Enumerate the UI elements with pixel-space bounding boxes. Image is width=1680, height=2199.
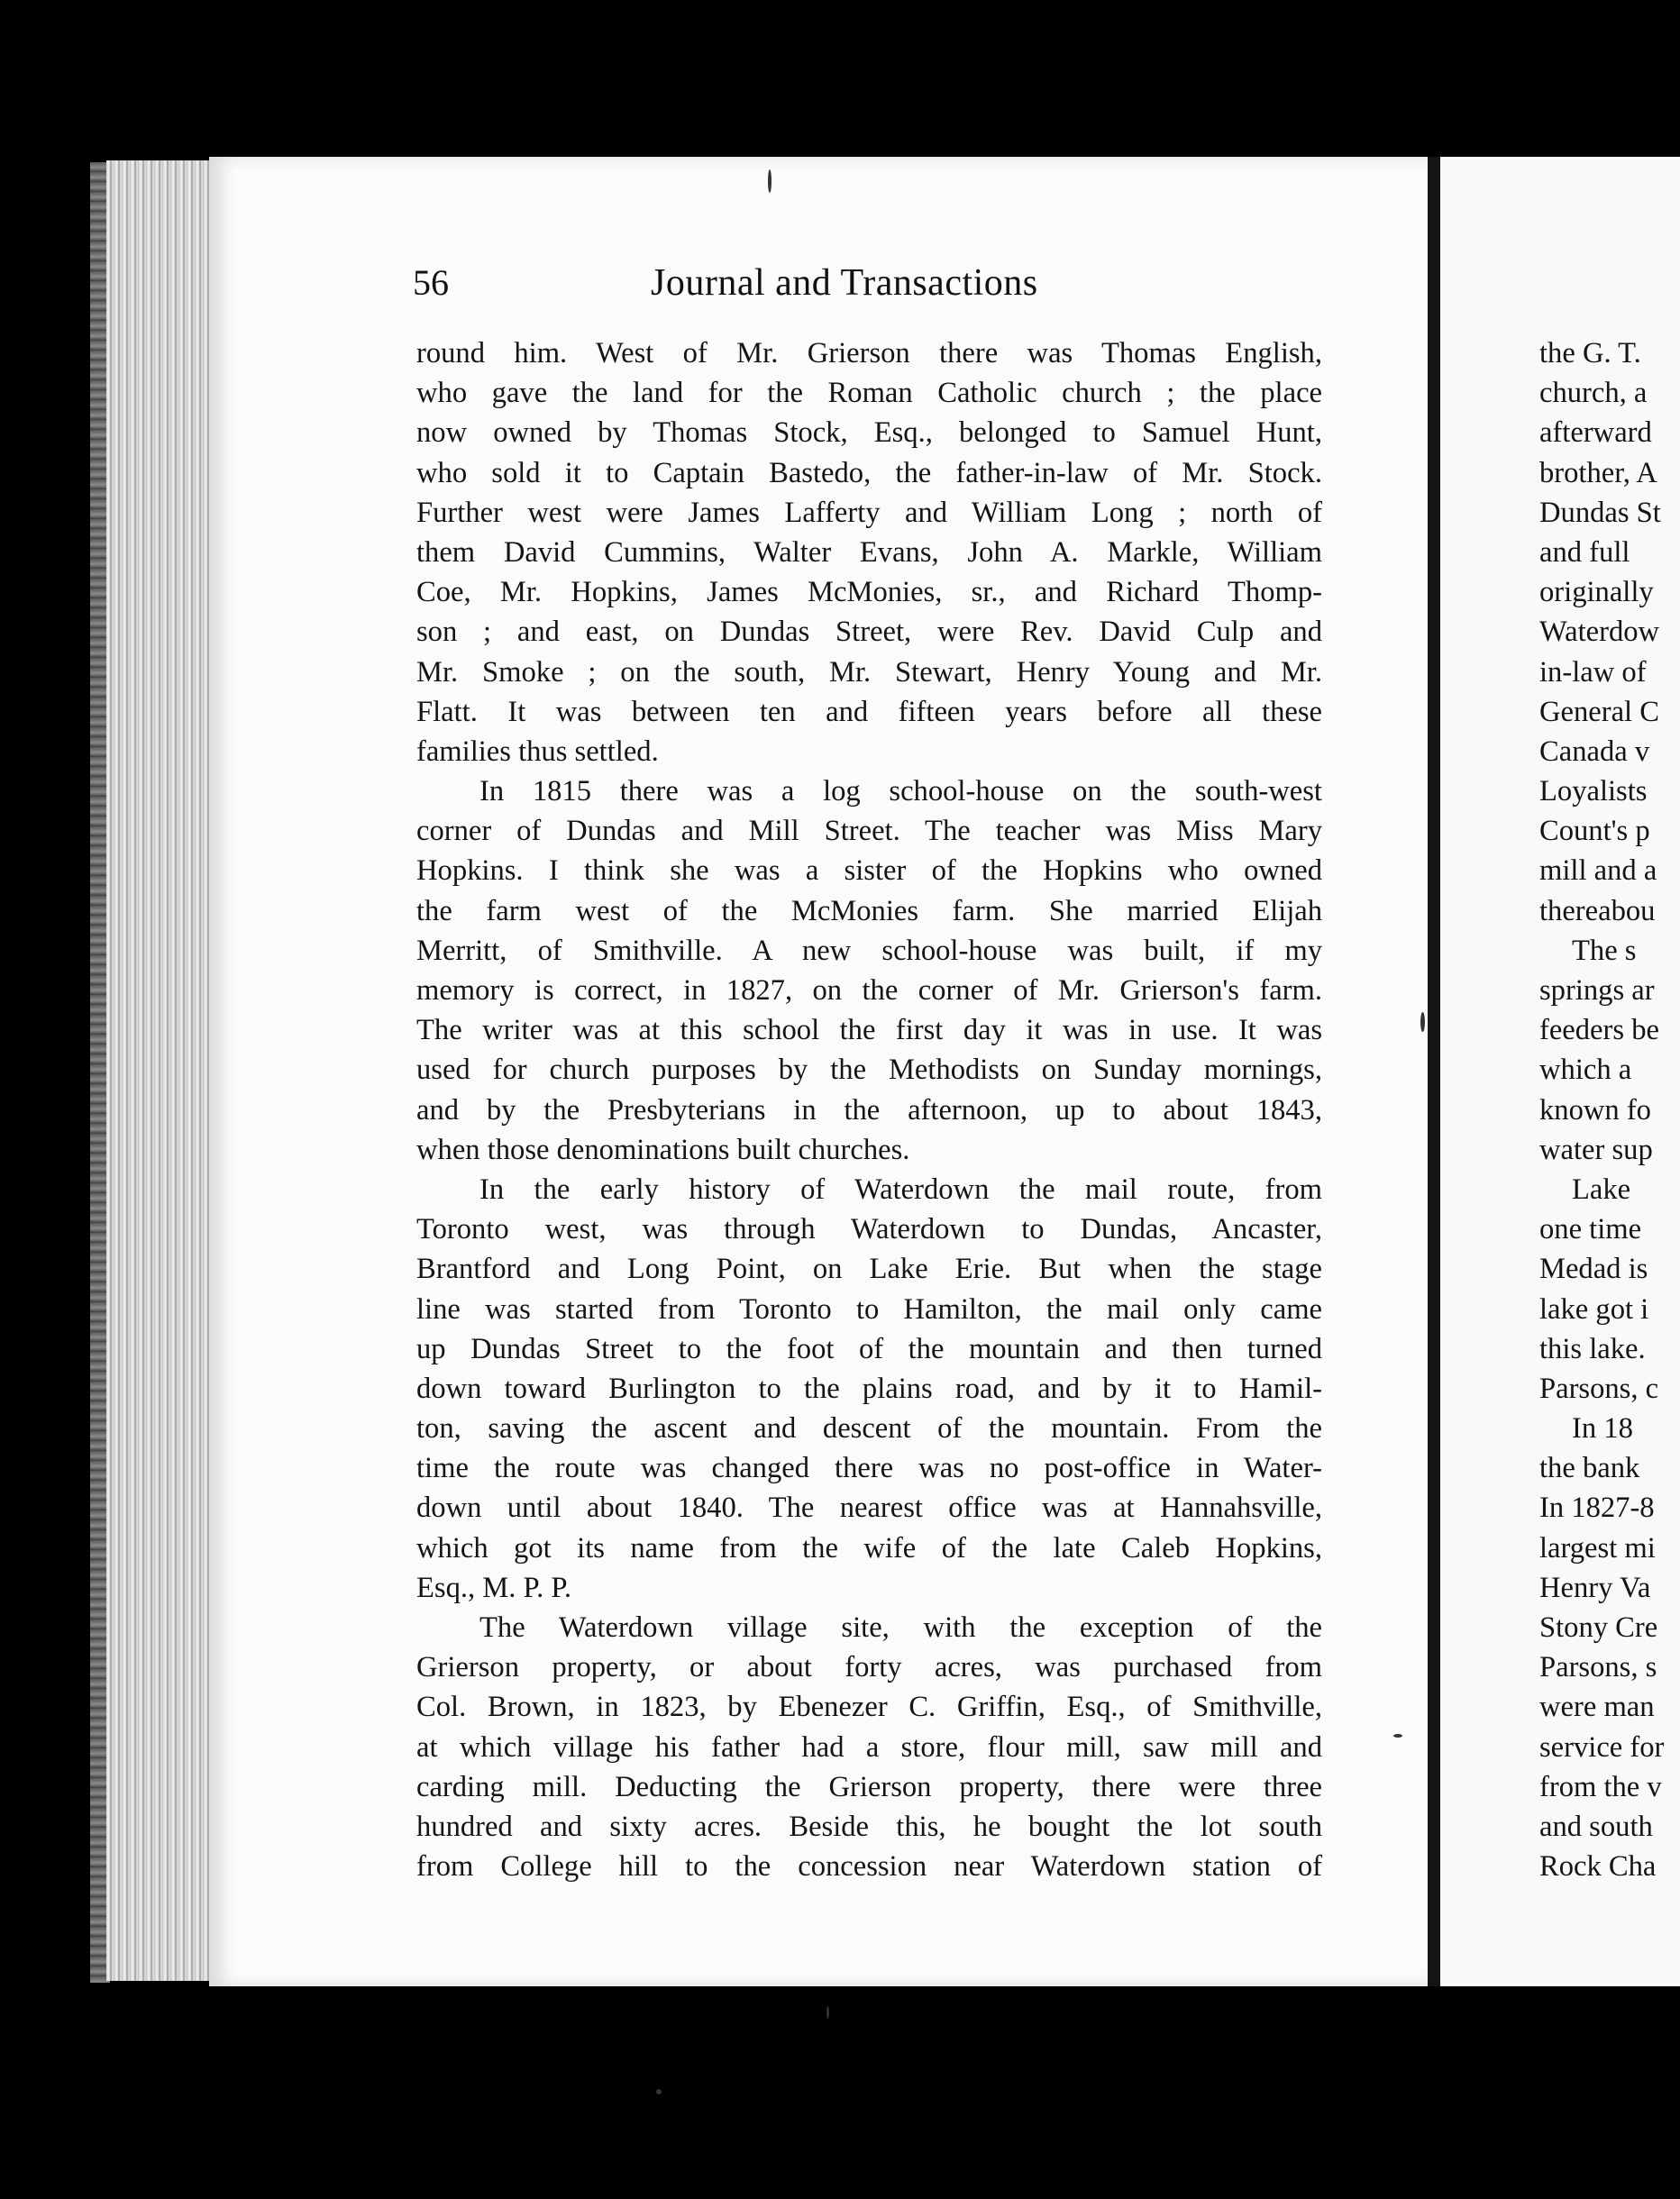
text-line: down until about 1840. The nearest office was at Hannahsville, [416,1492,1322,1525]
text-line: church, a [1539,377,1648,410]
text-line: time the route was changed there was no post-office in Water- [416,1452,1322,1485]
text-line: corner of Dundas and Mill Street. The teacher was Miss Mary [416,815,1322,848]
text-line: Toronto west, was through Waterdown to Dundas, Ancaster, [416,1213,1322,1246]
text-line: son ; and east, on Dundas Street, were Rev. David Culp and [416,616,1322,649]
paragraph-first-line: Lake [1572,1172,1631,1206]
text-line: Grierson property, or about forty acres, was purchased from [416,1651,1322,1684]
text-line: in-law of [1539,655,1647,689]
paragraph-first-line: In 18 [1572,1412,1633,1446]
text-line: from College hill to the concession near Waterdown station of [416,1850,1322,1884]
scan-speck [826,2006,829,2019]
scan-speck [1420,1012,1425,1032]
paragraph-first-line: In 1815 there was a log school-house on the south-west [479,775,1322,808]
text-line: Further west were James Lafferty and William Long ; north of [416,496,1322,529]
text-line: the G. T. [1539,337,1641,370]
text-line: Count's p [1539,815,1650,848]
text-line: Merritt, of Smithville. A new school-house was built, if my [416,934,1322,967]
text-line: The writer was at this school the first day it was in use. It was [416,1014,1322,1047]
text-line: Stony Cre [1539,1611,1658,1644]
text-line: up Dundas Street to the foot of the mountain and then turned [416,1332,1322,1365]
text-line: water sup [1539,1133,1653,1166]
text-line: families thus settled. [416,735,659,768]
running-title: Journal and Transactions [651,262,1038,304]
text-line: at which village his father had a store, flour mill, saw mill and [416,1730,1322,1764]
scan-speck [656,2089,662,2094]
text-line: round him. West of Mr. Grierson there was Thomas English, [416,337,1322,370]
text-line: carding mill. Deducting the Grierson property, there were three [416,1770,1322,1803]
right-page-body-fragment [1539,333,1680,1886]
scan-speck [1393,1734,1402,1738]
text-line: General C [1539,695,1659,728]
text-line: Henry Va [1539,1571,1651,1604]
text-line: afterward [1539,416,1652,450]
text-line: largest mi [1539,1531,1656,1565]
scan-speck [768,169,772,193]
text-line: Rock Cha [1539,1850,1657,1884]
text-line: Col. Brown, in 1823, by Ebenezer C. Griffin, Esq., of Smithville, [416,1691,1322,1724]
page-gutter [1428,157,1440,1986]
text-line: In 1827-8 [1539,1492,1655,1525]
text-line: from the v [1539,1770,1662,1803]
text-line: thereabou [1539,894,1656,927]
running-head [413,261,1404,315]
left-page-body [416,333,1322,1886]
text-line: Medad is [1539,1253,1648,1286]
text-line: Esq., M. P. P. [416,1571,572,1604]
text-line: memory is correct, in 1827, on the corner of Mr. Grierson's farm. [416,974,1322,1007]
text-line: and by the Presbyterians in the afternoon, up to about 1843, [416,1093,1322,1127]
text-line: used for church purposes by the Methodists on Sunday mornings, [416,1054,1322,1087]
text-line: Parsons, c [1539,1372,1659,1405]
text-line: originally [1539,576,1654,609]
text-line: them David Cummins, Walter Evans, John A. Markle, William [416,535,1322,569]
text-line: Canada v [1539,735,1650,768]
text-line: brother, A [1539,456,1657,489]
page-number: 56 [413,262,449,303]
text-line: who sold it to Captain Bastedo, the father-in-law of Mr. Stock. [416,456,1322,489]
text-line: the farm west of the McMonies farm. She married Elijah [416,894,1322,927]
text-line: Hopkins. I think she was a sister of the Hopkins who owned [416,854,1322,888]
text-line: this lake. [1539,1332,1646,1365]
text-line: now owned by Thomas Stock, Esq., belonged to Samuel Hunt, [416,416,1322,450]
text-line: springs ar [1539,974,1655,1007]
text-line: feeders be [1539,1014,1659,1047]
text-line: the bank [1539,1452,1640,1485]
text-line: hundred and sixty acres. Beside this, he bought the lot south [416,1810,1322,1843]
text-line: Parsons, s [1539,1651,1657,1684]
text-line: which got its name from the wife of the late Caleb Hopkins, [416,1531,1322,1565]
text-line: Brantford and Long Point, on Lake Erie. But when the stage [416,1253,1322,1286]
paragraph-first-line: The Waterdown village site, with the exception of the [479,1611,1322,1644]
text-line: lake got i [1539,1292,1649,1326]
text-line: Coe, Mr. Hopkins, James McMonies, sr., and Richard Thomp- [416,576,1322,609]
page-stack-edge [106,160,215,1981]
text-line: and south [1539,1810,1653,1843]
text-line: and full [1539,535,1630,569]
text-line: Mr. Smoke ; on the south, Mr. Stewart, Henry Young and Mr. [416,655,1322,689]
text-line: Waterdow [1539,616,1660,649]
text-line: Loyalists [1539,775,1648,808]
text-line: down toward Burlington to the plains road, and by it to Hamil- [416,1372,1322,1405]
text-line: ton, saving the ascent and descent of the mountain. From the [416,1412,1322,1446]
text-line: Dundas St [1539,496,1661,529]
text-line: mill and a [1539,854,1657,888]
text-line: Flatt. It was between ten and fifteen years before all these [416,695,1322,728]
paragraph-first-line: In the early history of Waterdown the mail route, from [479,1172,1322,1206]
text-line: who gave the land for the Roman Catholic church ; the place [416,377,1322,410]
text-line: were man [1539,1691,1655,1724]
text-line: service for [1539,1730,1665,1764]
text-line: when those denominations built churches. [416,1133,910,1166]
text-line: line was started from Toronto to Hamilton, the mail only came [416,1292,1322,1326]
text-line: one time [1539,1213,1642,1246]
text-line: known fo [1539,1093,1651,1127]
text-line: which a [1539,1054,1632,1087]
paragraph-first-line: The s [1572,934,1637,967]
